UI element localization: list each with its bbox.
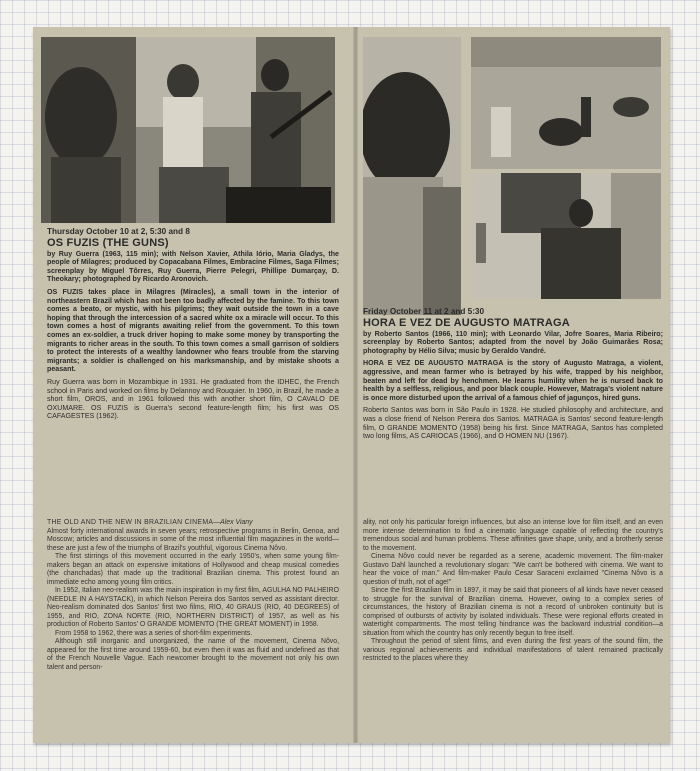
matraga-horses-still: [471, 37, 661, 169]
article-paragraph: From 1958 to 1962, there was a series of short-film experiments.: [55, 629, 253, 637]
article-paragraph: Although still inorganic and unorganized, the name of the movement, Cinema Nôvo, appeared for the first time around 1959-60, but even then it was as fluid and undefined as that of the French Nouvelle Vague. Each newcomer brought to the movement not only his own talent and person-: [47, 638, 339, 671]
matraga-listing: [363, 308, 663, 445]
screening-date: Friday October 11 at 2 and 5:30: [363, 307, 485, 316]
os-fuzis-still: [41, 37, 335, 223]
film-synopsis: HORA E VEZ DE AUGUSTO MATRAGA is the story of Augusto Matraga, a violent, aggressive, and mean farmer who is betrayed by his wife, trapped by his neighbor, beaten and left for dead by henchmen. He learns humility when he is nursed back to health by a selfless, religious, and poor black couple. However, Matraga's violent nature is once more disturbed upon the arrival of a famous chief of jagunços, hired guns.: [363, 359, 663, 402]
director-bio: Ruy Guerra was born in Mozambique in 1931. He graduated from the IDHEC, the French school in Paris and worked on films by Delannoy and Rouquier. In 1960, in Brazil, he made a short film, OROS, and in 1961 followed this with another short film, O CAVALO DE OXUMARE. OS FUZIS is Guerra's second feature-length film; his first was OS CAFAGESTES (1962).: [47, 377, 339, 421]
film-credits: by Ruy Guerra (1963, 115 min); with Nelson Xavier, Athila Iório, Maria Gladys, the people of Milagres; produced by Copacabana Filmes, Embracine Filmes, Saga Filmes; screenplay by Miguel Tôrres, Ruy Guerra, Pierre Pelegri, Phillipe Dumarçay, D. Theokary; photographed by Ricardo Aronovich.: [47, 249, 339, 284]
center-fold: [353, 27, 359, 743]
screening-date: Thursday October 10 at 2, 5:30 and 8: [47, 227, 190, 236]
film-title: OS FUZIS (THE GUNS): [47, 236, 169, 249]
article-paragraph: Throughout the period of silent films, and even during the first years of the sound film, the various regional achievements and individual manifestations of talent remained practically restricted to the places where they: [363, 638, 663, 662]
article-paragraph: ality, not only his particular foreign influences, but also an intense love for film itself, and an even more intense determination to find a cinematic language capable of reflecting the country's tremendous social and human problems. These affinities gave shape, unity, and a brotherly sense to the movement.: [363, 519, 663, 552]
article-column-2: [363, 519, 663, 664]
article-paragraph: In 1952, Italian neo-realism was the main inspiration in my first film, AGULHA NO PALHEIRO (NEEDLE IN A HAYSTACK), in which Nelson Pereira dos Santos served as assistant director. Neo-realism dominated dos Santos' first two films, RIO, 40 GRAUS (RIO, 40 DEGREES) of 1955, and RIO, ZONA NORTE (RIO, NORTHERN DISTRICT) of 1957, as well as his production of Roberto Santos' O GRANDE MOMENTO (THE GREAT MOMENT) in 1958.: [47, 587, 339, 628]
film-title: HORA E VEZ DE AUGUSTO MATRAGA: [363, 316, 570, 329]
program-leaflet: [33, 27, 670, 743]
film-credits: by Roberto Santos (1966, 110 min); with Leonardo Vilar, Jofre Soares, Maria Ribeiro; screenplay by Roberto Santos; adapted from the novel by João Guimarães Rosa; photography by Hélio Silva; music by Geraldo Vandré.: [363, 329, 663, 355]
article-paragraph: Since the first Brazilian film in 1897, it may be said that pioneers of all kinds have never ceased to struggle for the survival of Brazilian cinema. However, owing to a complex series of circumstances, the history of Brazilian cinema is not a record of unbroken continuity but is comprised of outbursts of activity by isolated individuals. These were regional efforts created in watertight compartments. The most telling hindrance was the backward industrial condition—a situation from which the country has only recently begun to free itself.: [363, 587, 663, 637]
film-synopsis: OS FUZIS takes place in Milagres (Miracles), a small town in the interior of northeastern Brazil which has not been too badly affected by the famine. To this town comes a beato, or mystic, with his pilgrims; they wait outside the town in a cave hoping that through the intercession of a sacred white ox a miracle will occur. To this town comes a host of migrants awaiting relief from the government. To this town comes an ex-soldier, a truck driver hoping to make some money by transporting the migrants to richer areas in the south. To this town comes a small garrison of soldiers to protect the interests of a wealthy landowner who fears trouble from the starving migrants; a soldier is challenged on his marksmanship, and by mistake shoots a peasant.: [47, 287, 339, 374]
article-title: THE OLD AND THE NEW IN BRAZILIAN CINEMA: [47, 519, 214, 526]
matraga-couple-still: [471, 173, 661, 299]
article-paragraph: The first stirrings of this movement occurred in the early 1950's, when some young film-makers began an attack on expensive imitations of Hollywood and cheap musical comedies (the chanchadas) that made up the traditional Brazilian cinema. This protest found an immediate echo among young film critics.: [47, 553, 339, 586]
director-bio: Roberto Santos was born in São Paulo in 1928. He studied philosophy and architecture, and was a close friend of Nelson Pereira dos Santos. MATRAGA is Santos' second feature-length film, O GRANDE MOMENTO (1958) being his first. Since MATRAGA, Santos has completed two long films, AS CARIOCAS (1966), and O HOMEN NU (1967).: [363, 406, 663, 441]
os-fuzis-listing: [47, 228, 339, 425]
article-paragraph: Cinema Nôvo could never be regarded as a serene, academic movement. The film-maker Gustavo Dahl launched a revolutionary slogan: "We can't be bothered with cinema. We want to hear the voice of man." And film-maker Paulo Cesar Saraceni exclaimed "Cinema Nôvo is a question of truth, not of age!": [363, 553, 663, 586]
article-paragraph: Almost forty international awards in seven years; retrospective programs in Berlin, Genoa, and Moscow; articles and discussions in some of the most influential film magazines in the world—these are just a few of the triumphs of Brazil's youthful, vigorous Cinema Nôvo.: [47, 527, 339, 552]
matraga-portrait-still: [363, 37, 461, 315]
article-column-1: [47, 519, 339, 672]
article-author: —Alex Viany: [213, 519, 253, 526]
article-heading: [47, 519, 339, 528]
